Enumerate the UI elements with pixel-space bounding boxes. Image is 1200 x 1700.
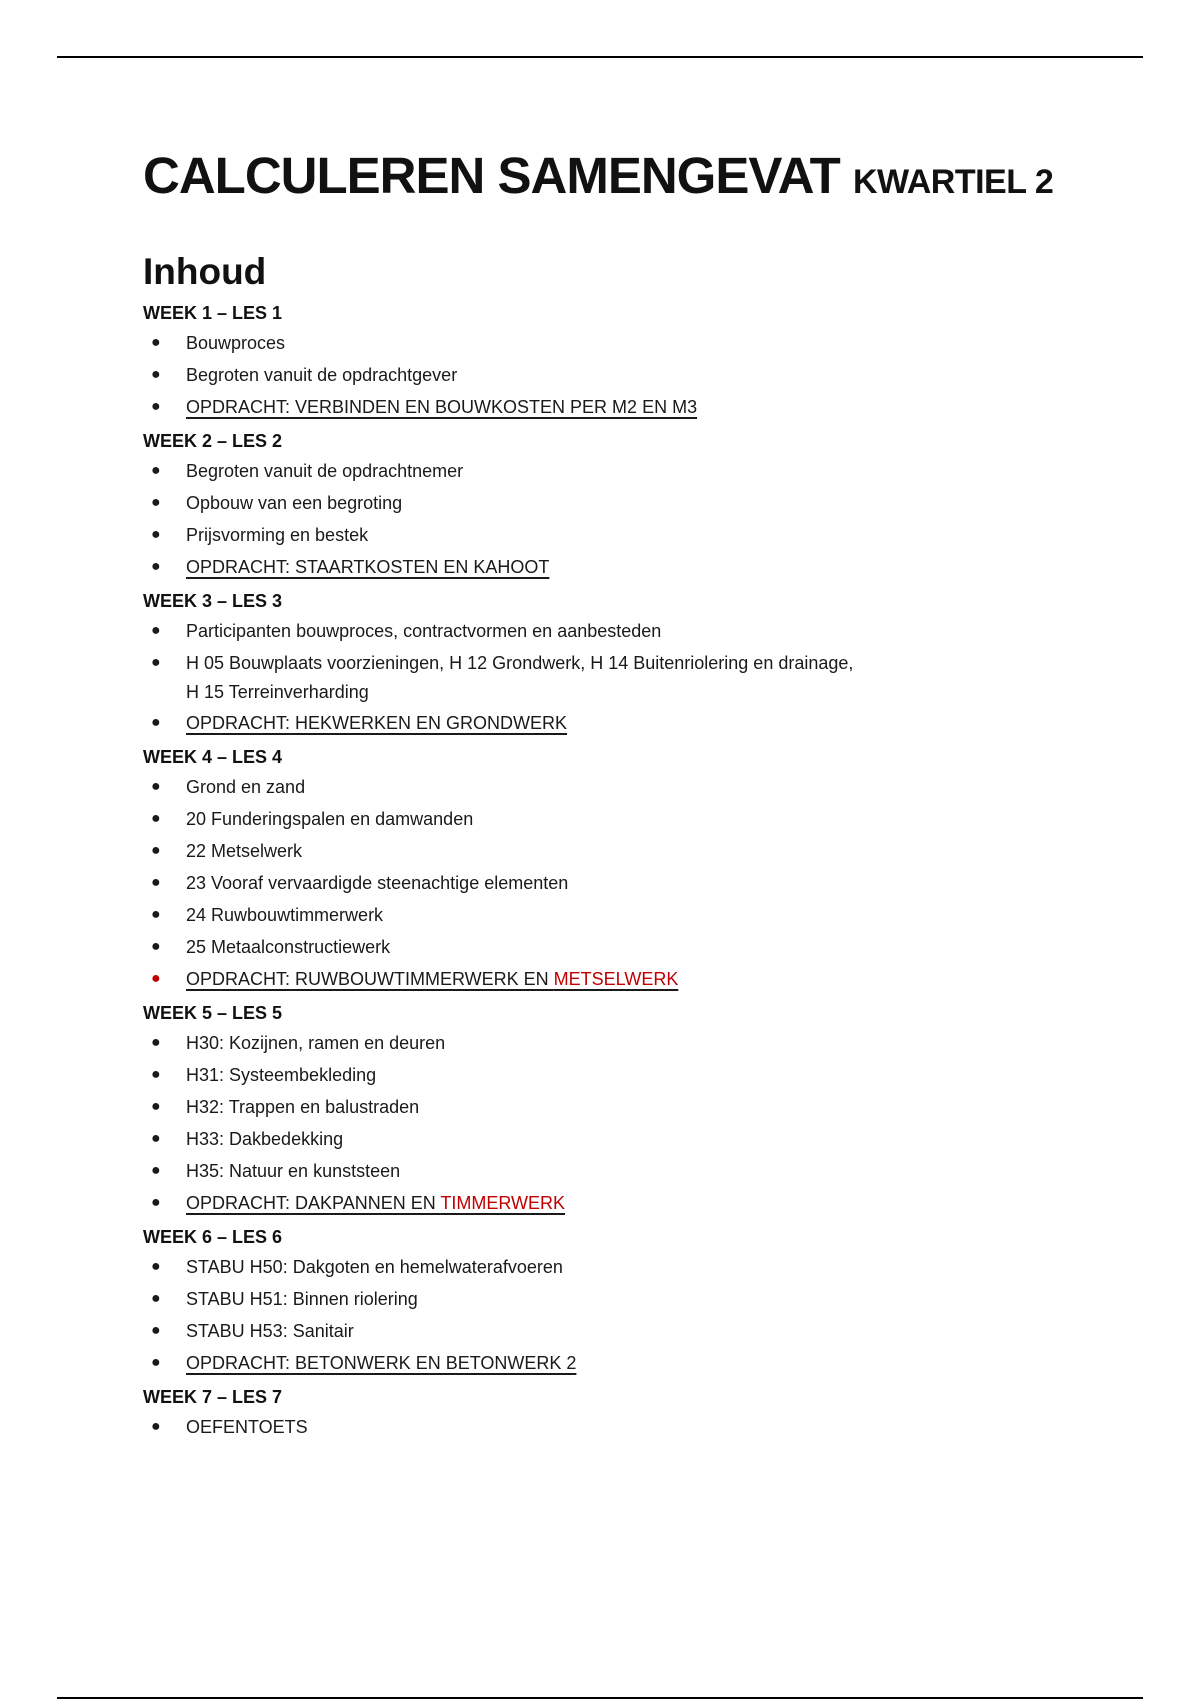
bullet-icon: ● <box>151 558 161 575</box>
item-text: H32: Trappen en balustraden <box>186 1097 420 1117</box>
assignment-text: OPDRACHT: BETONWERK EN BETONWERK 2 <box>186 1353 577 1373</box>
item-text: H35: Natuur en kunststeen <box>186 1161 401 1181</box>
list-item <box>143 648 1143 706</box>
toc-heading: Inhoud <box>143 251 267 292</box>
list-item <box>143 836 1143 866</box>
assignment-text-main: OPDRACHT: DAKPANNEN EN <box>186 1193 441 1213</box>
week-heading: WEEK 4 – LES 4 <box>143 747 283 767</box>
item-text: 22 Metselwerk <box>186 841 303 861</box>
bullet-icon: ● <box>151 398 161 415</box>
list-item <box>143 488 1143 518</box>
document-body <box>143 146 1143 1442</box>
item-text: STABU H53: Sanitair <box>186 1321 354 1341</box>
week-5-list <box>143 1028 1143 1218</box>
list-item <box>143 1156 1143 1186</box>
list-item <box>143 1412 1143 1442</box>
list-item <box>143 360 1143 390</box>
week-3-list <box>143 616 1143 738</box>
list-item <box>143 1252 1143 1282</box>
item-text: OEFENTOETS <box>186 1417 308 1437</box>
item-text: STABU H50: Dakgoten en hemelwaterafvoeren <box>186 1257 563 1277</box>
item-text: Bouwproces <box>186 333 286 353</box>
assignment-text-highlight: METSELWERK <box>553 969 679 989</box>
week-heading: WEEK 5 – LES 5 <box>143 1003 283 1023</box>
bullet-icon: ● <box>151 366 161 383</box>
list-item <box>143 456 1143 486</box>
item-text: 24 Ruwbouwtimmerwerk <box>186 905 384 925</box>
week-heading: WEEK 3 – LES 3 <box>143 591 283 611</box>
bottom-rule <box>57 1697 1143 1699</box>
item-text: Grond en zand <box>186 777 306 797</box>
week-4-list <box>143 772 1143 994</box>
list-item <box>143 1028 1143 1058</box>
item-text: 20 Funderingspalen en damwanden <box>186 809 474 829</box>
assignment-text-main: OPDRACHT: RUWBOUWTIMMERWERK EN <box>186 969 554 989</box>
bullet-icon: ● <box>151 1130 161 1147</box>
week-heading: WEEK 2 – LES 2 <box>143 431 283 451</box>
bullet-icon: ● <box>151 654 161 671</box>
assignment-item <box>143 552 1143 582</box>
week-1-list <box>143 328 1143 422</box>
bullet-icon: ● <box>151 1418 161 1435</box>
list-item <box>143 1092 1143 1122</box>
list-item <box>143 1060 1143 1090</box>
bullet-icon: ● <box>151 778 161 795</box>
item-text: STABU H51: Binnen riolering <box>186 1289 418 1309</box>
assignment-text-highlight: TIMMERWERK <box>440 1193 566 1213</box>
assignment-text: OPDRACHT: VERBINDEN EN BOUWKOSTEN PER M2 EN M3 <box>186 397 698 417</box>
bullet-icon: ● <box>151 1258 161 1275</box>
assignment-text: OPDRACHT: STAARTKOSTEN EN KAHOOT <box>186 557 550 577</box>
assignment-item <box>143 1348 1143 1378</box>
item-text: Prijsvorming en bestek <box>186 525 369 545</box>
item-text: H 05 Bouwplaats voorzieningen, H 12 Grondwerk, H 14 Buitenriolering en drainage, <box>186 653 854 673</box>
item-text: Opbouw van een begroting <box>186 493 403 513</box>
bullet-icon: ● <box>151 970 161 987</box>
bullet-icon: ● <box>151 1322 161 1339</box>
bullet-icon: ● <box>151 1194 161 1211</box>
title-subtitle: KWARTIEL 2 <box>852 163 1054 201</box>
list-item <box>143 932 1143 962</box>
week-heading: WEEK 1 – LES 1 <box>143 303 283 323</box>
bullet-icon: ● <box>151 1290 161 1307</box>
bullet-icon: ● <box>151 810 161 827</box>
list-item <box>143 772 1143 802</box>
list-item <box>143 1284 1143 1314</box>
list-item <box>143 1316 1143 1346</box>
list-item <box>143 900 1143 930</box>
list-item <box>143 1124 1143 1154</box>
week-heading: WEEK 7 – LES 7 <box>143 1387 283 1407</box>
bullet-icon: ● <box>151 938 161 955</box>
list-item <box>143 804 1143 834</box>
assignment-item <box>143 708 1143 738</box>
assignment-text: OPDRACHT: HEKWERKEN EN GRONDWERK <box>186 713 568 733</box>
item-text: H30: Kozijnen, ramen en deuren <box>186 1033 446 1053</box>
list-item <box>143 616 1143 646</box>
bullet-icon: ● <box>151 874 161 891</box>
week-heading: WEEK 6 – LES 6 <box>143 1227 283 1247</box>
list-item <box>143 328 1143 358</box>
assignment-text <box>186 969 678 989</box>
bullet-icon: ● <box>151 1034 161 1051</box>
document-title <box>143 146 1143 212</box>
title-main: CALCULEREN SAMENGEVAT <box>143 147 840 204</box>
item-text: Begroten vanuit de opdrachtnemer <box>186 461 464 481</box>
list-item <box>143 520 1143 550</box>
bullet-icon: ● <box>151 1162 161 1179</box>
item-text: 25 Metaalconstructiewerk <box>186 937 391 957</box>
week-7-list <box>143 1412 1143 1442</box>
bullet-icon: ● <box>151 462 161 479</box>
item-text: H33: Dakbedekking <box>186 1129 344 1149</box>
bullet-icon: ● <box>151 906 161 923</box>
item-text: Participanten bouwproces, contractvormen en aanbesteden <box>186 621 662 641</box>
assignment-item <box>143 392 1143 422</box>
bullet-icon: ● <box>151 526 161 543</box>
bullet-icon: ● <box>151 1354 161 1371</box>
assignment-item <box>143 1188 1143 1218</box>
bullet-icon: ● <box>151 1098 161 1115</box>
item-text: H31: Systeembekleding <box>186 1065 377 1085</box>
assignment-item <box>143 964 1143 994</box>
bullet-icon: ● <box>151 622 161 639</box>
bullet-icon: ● <box>151 714 161 731</box>
week-2-list <box>143 456 1143 582</box>
assignment-text <box>186 1193 565 1213</box>
list-item <box>143 868 1143 898</box>
bullet-icon: ● <box>151 494 161 511</box>
bullet-icon: ● <box>151 334 161 351</box>
item-text-continued: H 15 Terreinverharding <box>186 682 369 702</box>
bullet-icon: ● <box>151 1066 161 1083</box>
week-6-list <box>143 1252 1143 1378</box>
item-text: Begroten vanuit de opdrachtgever <box>186 365 458 385</box>
bullet-icon: ● <box>151 842 161 859</box>
item-text: 23 Vooraf vervaardigde steenachtige elementen <box>186 873 569 893</box>
top-rule <box>57 56 1143 58</box>
